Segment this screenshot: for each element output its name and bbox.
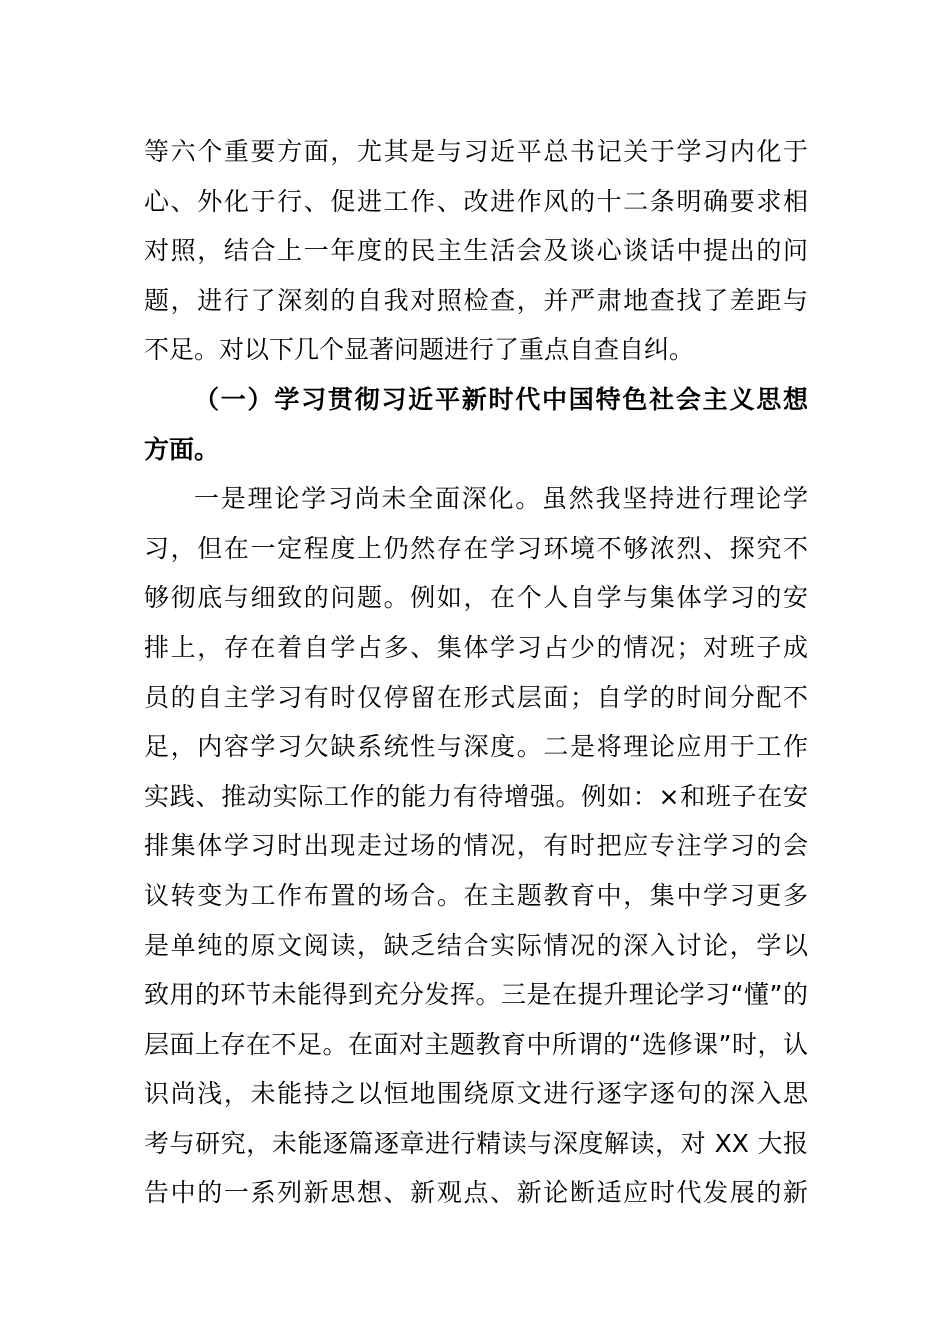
paragraph-intro bbox=[144, 127, 808, 375]
text-line: 层面上存在不足。在面对主题教育中所谓的“选修课”时，认 bbox=[144, 1029, 808, 1059]
text-line: 不足。对以下几个显著问题进行了重点自查自纠。 bbox=[144, 335, 695, 365]
text-line: 对照，结合上一年度的民主生活会及谈心谈话中提出的问 bbox=[144, 236, 808, 266]
text-line: 排集体学习时出现走过场的情况，有时把应专注学习的会 bbox=[144, 831, 808, 861]
text-line: 排上，存在着自学占多、集体学习占少的情况；对班子成 bbox=[144, 632, 808, 662]
text-line: 等六个重要方面，尤其是与习近平总书记关于学习内化于 bbox=[144, 137, 808, 166]
text-line: 识尚浅，未能持之以恒地围绕原文进行逐字逐句的深入思 bbox=[144, 1079, 808, 1109]
text-line: 足，内容学习欠缺系统性与深度。二是将理论应用于工作 bbox=[144, 732, 808, 762]
text-line: 一是理论学习尚未全面深化。虽然我坚持进行理论学 bbox=[194, 484, 808, 514]
text-line: 议转变为工作布置的场合。在主题教育中，集中学习更多 bbox=[144, 880, 808, 910]
text-line: 心、外化于行、促进工作、改进作风的十二条明确要求相 bbox=[144, 186, 808, 216]
heading-line: 方面。 bbox=[144, 434, 220, 464]
text-line: 实践、推动实际工作的能力有待增强。例如：×和班子在安 bbox=[144, 781, 808, 811]
text-line: 致用的环节未能得到充分发挥。三是在提升理论学习“懂”的 bbox=[144, 980, 808, 1010]
heading-line: （一）学习贯彻习近平新时代中国特色社会主义思想 bbox=[194, 384, 808, 414]
text-line: 习，但在一定程度上仍然存在学习环境不够浓烈、探究不 bbox=[144, 533, 808, 563]
text-line: 告中的一系列新思想、新观点、新论断适应时代发展的新 bbox=[144, 1178, 808, 1208]
text-line: 够彻底与细致的问题。例如，在个人自学与集体学习的安 bbox=[144, 583, 808, 613]
document-body bbox=[144, 127, 808, 1218]
text-line: 题，进行了深刻的自我对照检查，并严肃地查找了差距与 bbox=[144, 285, 808, 315]
text-line: 是单纯的原文阅读，缺乏结合实际情况的深入讨论，学以 bbox=[144, 930, 808, 960]
paragraph-body bbox=[144, 474, 808, 1218]
text-line: 员的自主学习有时仅停留在形式层面；自学的时间分配不 bbox=[144, 682, 808, 712]
section-heading bbox=[144, 375, 808, 474]
text-line: 考与研究，未能逐篇逐章进行精读与深度解读，对 XX 大报 bbox=[144, 1128, 808, 1158]
